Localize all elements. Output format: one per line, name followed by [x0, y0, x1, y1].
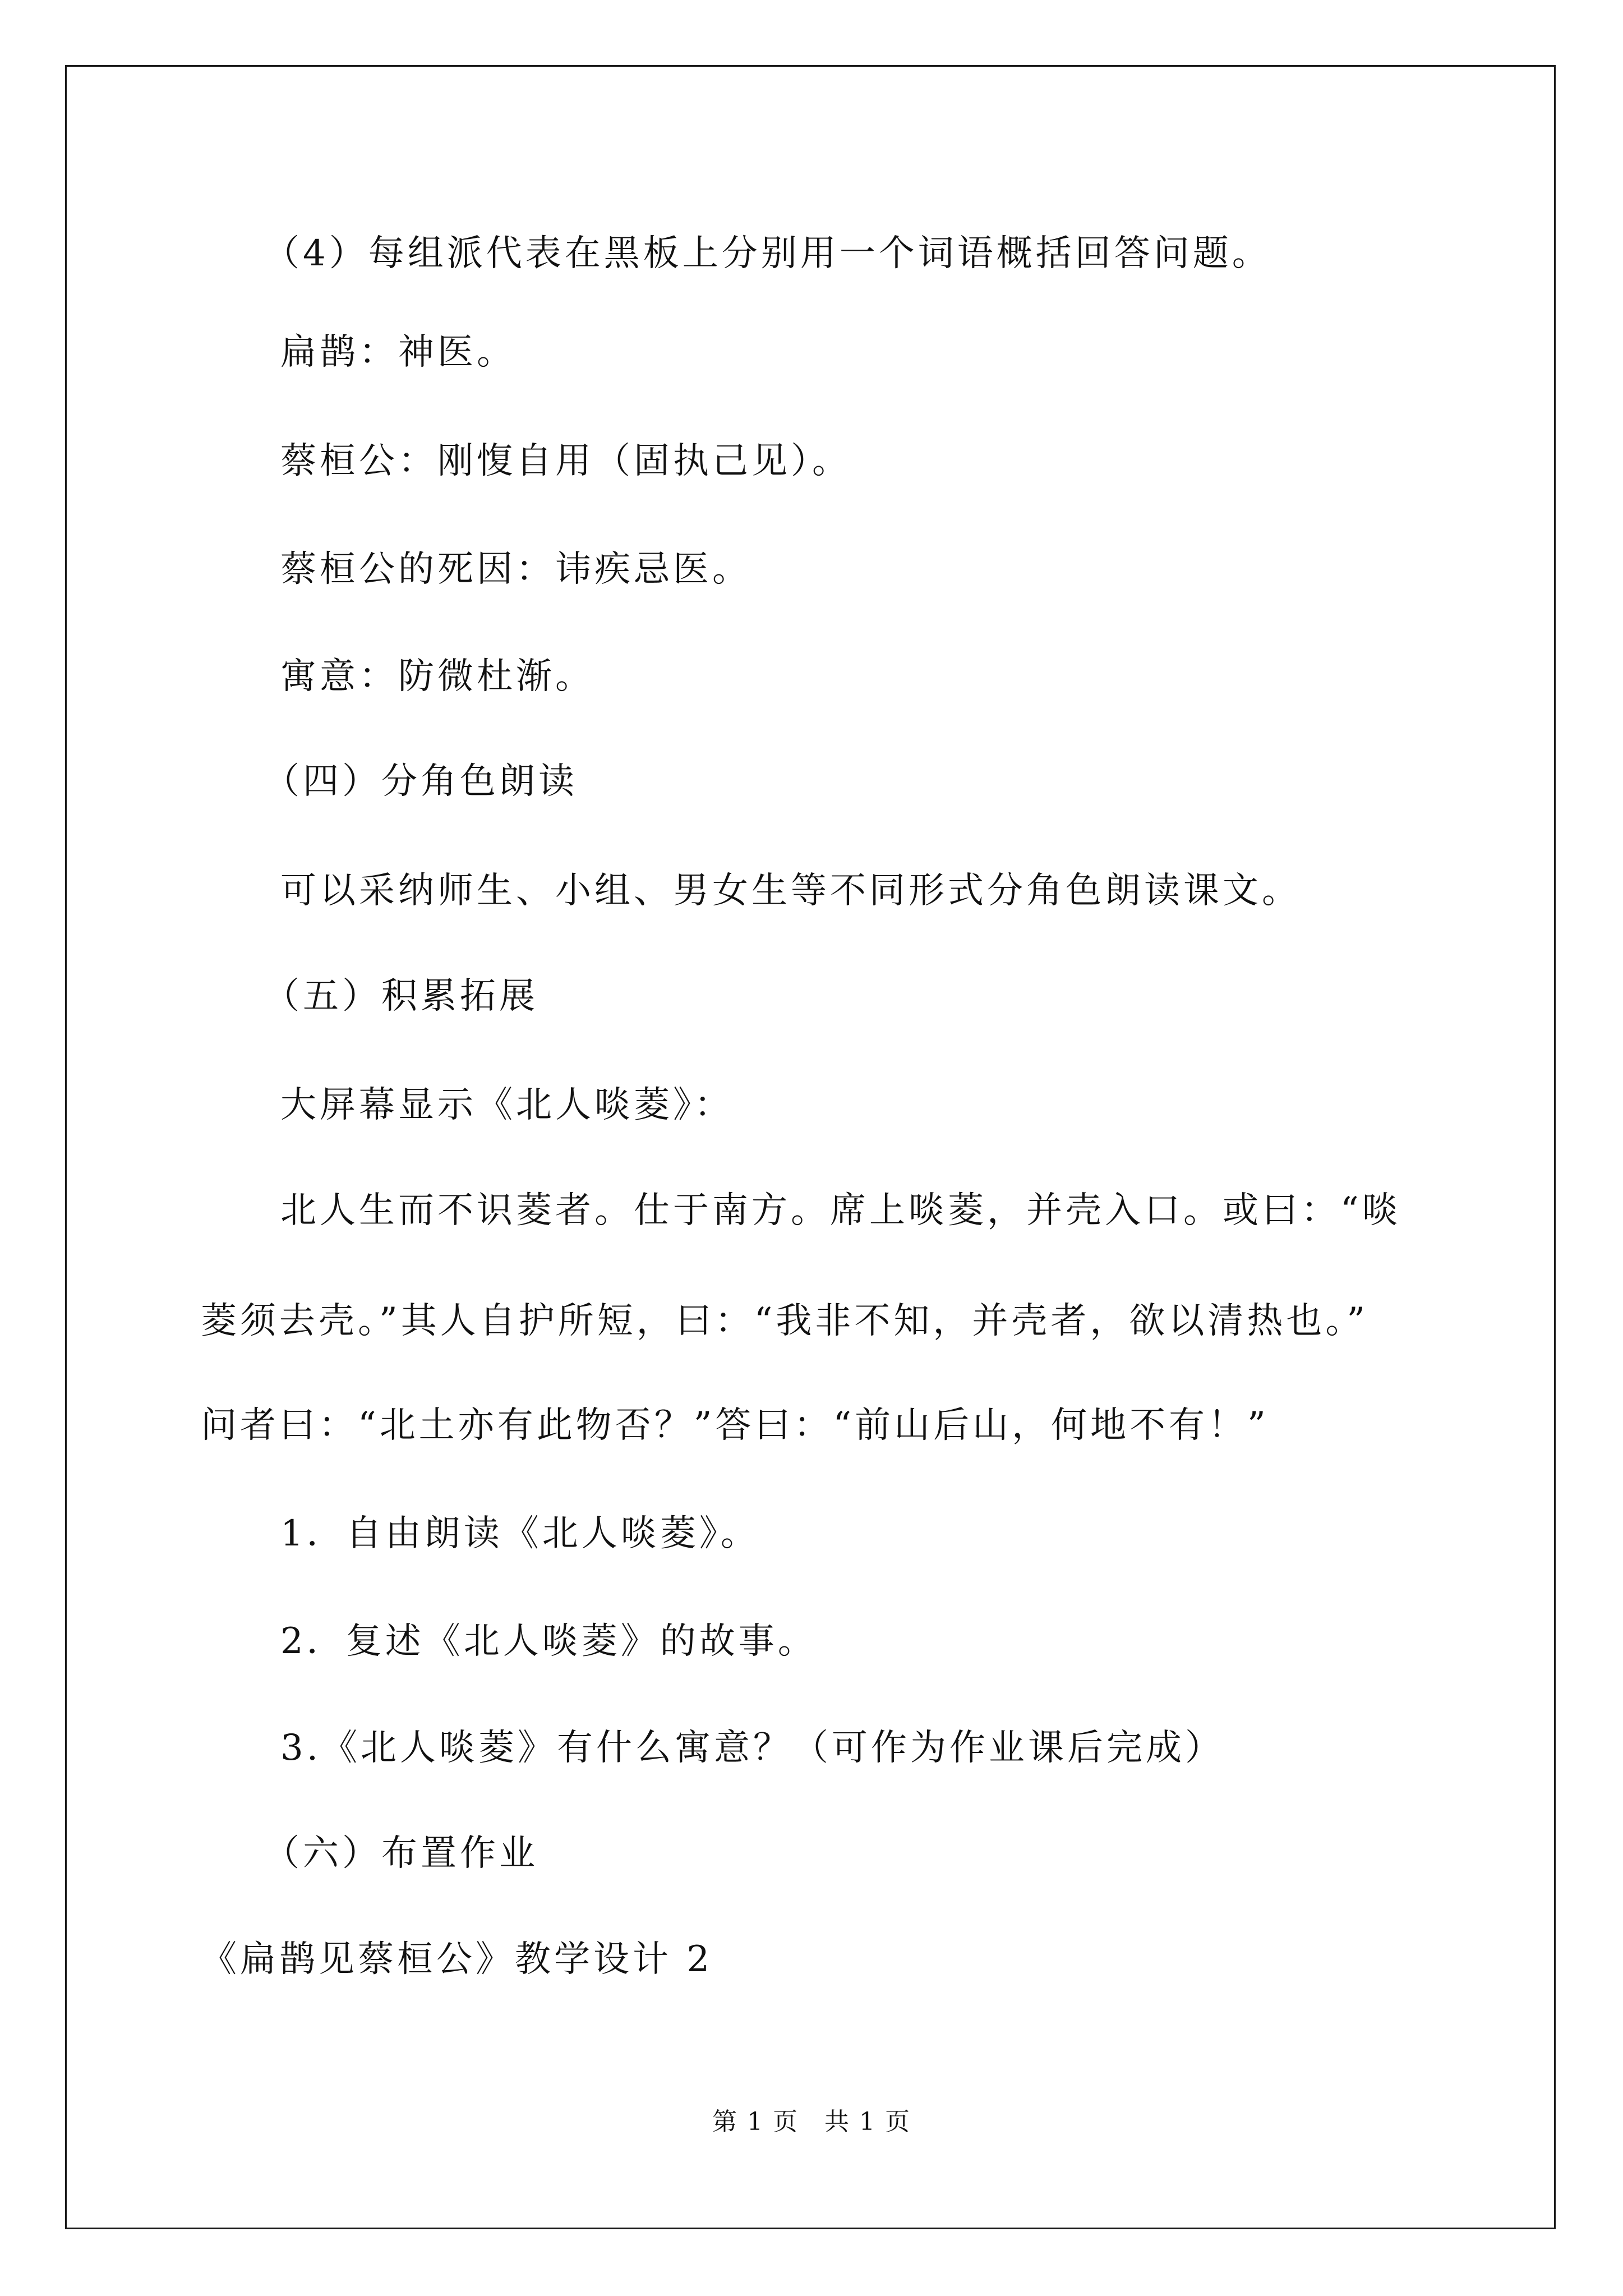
- paragraph-line-9: 菱须去壳。”其人自护所短，曰：“我非不知，并壳者，欲以清热也。”: [201, 1300, 1369, 1342]
- paragraph-line-6: 可以采纳师生、小组、男女生等不同形式分角色朗读课文。: [280, 870, 1301, 912]
- paragraph-line-3: 蔡桓公：刚愎自用（固执己见）。: [280, 440, 851, 482]
- paragraph-line-1: （4）每组派代表在黑板上分别用一个词语概括回答问题。: [264, 233, 1271, 274]
- section-heading-6: （六）布置作业: [264, 1833, 538, 1874]
- paragraph-line-7: 大屏幕显示《北人啖菱》：: [280, 1084, 734, 1126]
- list-item-3: 3.《北人啖菱》有什么寓意？（可作为作业课后完成）: [280, 1727, 1225, 1769]
- section-heading-4: （四）分角色朗读: [264, 761, 578, 802]
- section-heading-5: （五）积累拓展: [264, 976, 538, 1017]
- page-footer: 第 1 页 共 1 页: [712, 2108, 911, 2136]
- paragraph-line-10: 问者曰：“北土亦有此物否？”答曰：“前山后山，何地不有！”: [201, 1405, 1269, 1446]
- document-title-line: 《扁鹊见蔡桓公》教学设计 2: [201, 1939, 713, 1980]
- list-item-1: 1．自由朗读《北人啖菱》。: [280, 1513, 760, 1554]
- page-border: [65, 65, 1556, 2229]
- paragraph-line-2: 扁鹊：神医。: [280, 332, 516, 373]
- list-item-2: 2．复述《北人啖菱》的故事。: [280, 1621, 817, 1662]
- paragraph-line-5: 寓意：防微杜渐。: [280, 656, 594, 697]
- paragraph-line-4: 蔡桓公的死因：讳疾忌医。: [280, 549, 751, 590]
- paragraph-line-8: 北人生而不识菱者。仕于南方。席上啖菱，并壳入口。或曰：“啖: [280, 1190, 1401, 1231]
